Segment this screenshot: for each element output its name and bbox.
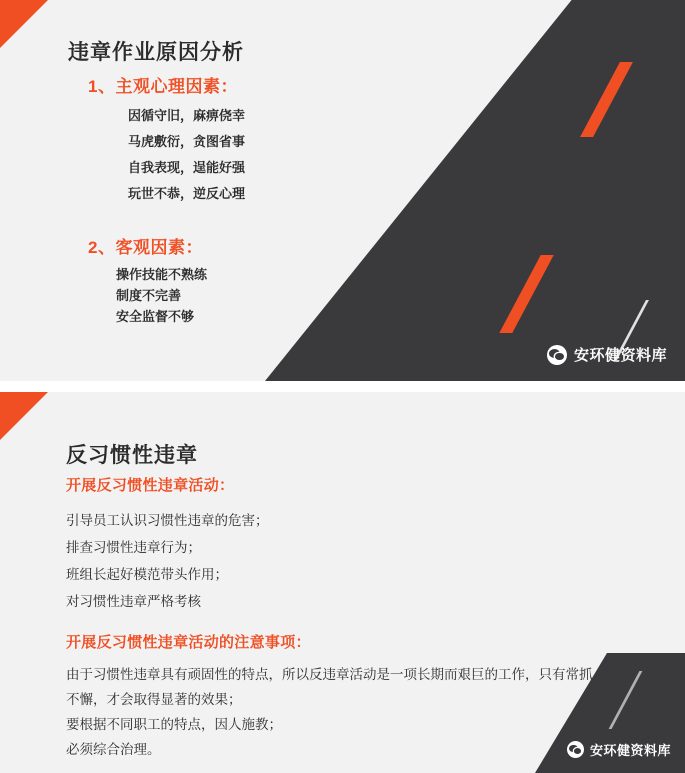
section1-line: 排查习惯性违章行为；	[66, 540, 201, 555]
slide-violation-cause-analysis	[0, 0, 685, 381]
slide-anti-habitual-violation	[0, 392, 685, 773]
section1-line: 班组长起好模范带头作用；	[66, 567, 228, 582]
list-item: 玩世不恭，逆反心理	[128, 186, 246, 201]
list-item: 自我表现，逞能好强	[128, 160, 246, 175]
slide-divider	[0, 381, 685, 392]
group1-heading: 1、主观心理因素：	[88, 77, 238, 96]
watermark-label: 安环健资料库	[573, 347, 667, 364]
orange-corner-triangle	[0, 392, 48, 440]
slide2-watermark	[567, 740, 671, 759]
section2-line: 不懈，才会取得显著的效果；	[66, 692, 242, 707]
orange-corner-triangle	[0, 0, 48, 48]
section2-line: 由于习惯性违章具有顽固性的特点，所以反违章活动是一项长期而艰巨的工作，只有常抓	[66, 667, 593, 682]
section1-line: 对习惯性违章严格考核	[66, 594, 201, 609]
section2-line: 必须综合治理。	[66, 742, 161, 757]
list-item: 马虎敷衍，贪图省事	[128, 134, 246, 149]
slide2-title: 反习惯性违章	[66, 444, 198, 468]
list-item: 安全监督不够	[116, 309, 195, 324]
slide2-content	[66, 474, 646, 762]
list-item: 操作技能不熟练	[116, 267, 208, 282]
list-item: 制度不完善	[116, 288, 182, 303]
section1-heading: 开展反习惯性违章活动：	[66, 477, 235, 494]
group2-heading: 2、客观因素：	[88, 238, 203, 257]
slide1-watermark	[547, 344, 667, 365]
list-item: 因循守旧，麻痹侥幸	[128, 108, 246, 123]
section2-heading: 开展反习惯性违章活动的注意事项：	[66, 634, 311, 651]
group1-list	[88, 103, 508, 207]
section1-line: 引导员工认识习惯性违章的危害；	[66, 513, 269, 528]
slide1-content	[88, 72, 508, 327]
section2-line: 要根据不同职工的特点，因人施教；	[66, 717, 282, 732]
group2-list	[88, 264, 508, 327]
watermark-label: 安环健资料库	[589, 743, 671, 758]
slide1-title: 违章作业原因分析	[68, 41, 244, 65]
wechat-icon	[567, 741, 584, 758]
wechat-icon	[547, 345, 567, 365]
